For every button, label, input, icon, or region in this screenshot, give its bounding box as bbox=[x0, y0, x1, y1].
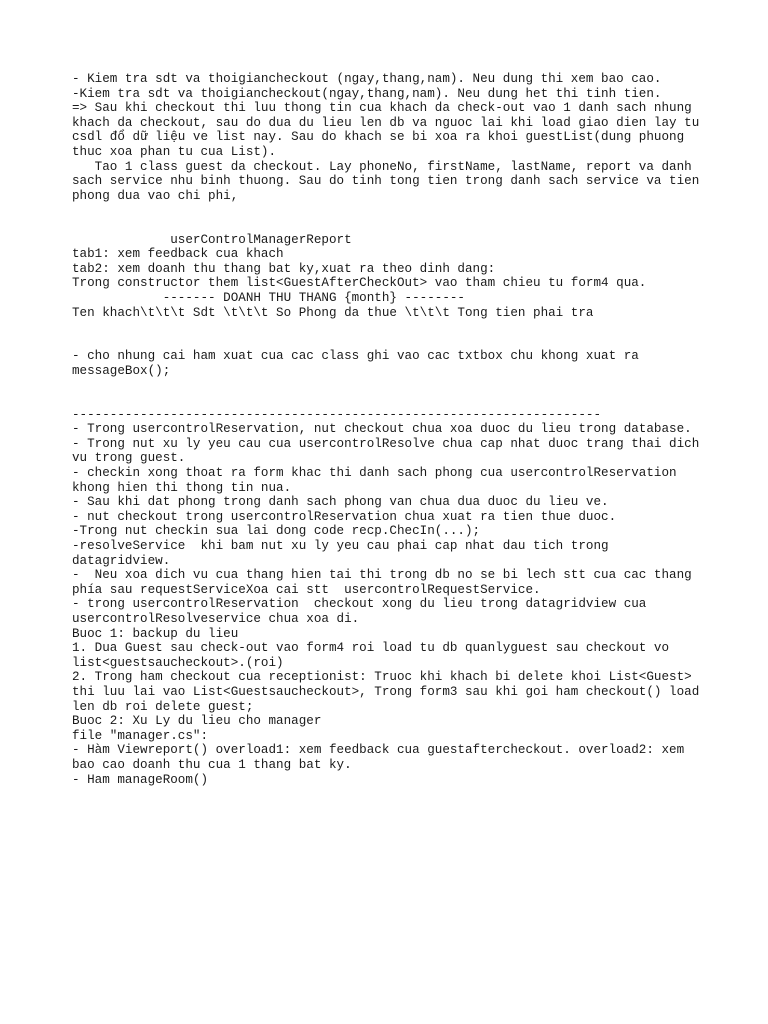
blank-line bbox=[72, 378, 712, 393]
blank-line bbox=[72, 320, 712, 335]
text-line: list<guestsaucheckout>.(roi) bbox=[72, 655, 284, 670]
text-line: len db roi delete guest; bbox=[72, 699, 254, 714]
text-line: datagridview. bbox=[72, 553, 171, 568]
text-line: messageBox(); bbox=[72, 363, 171, 378]
text-line: ------- DOANH THU THANG {month} -------- bbox=[72, 290, 465, 305]
text-line: - cho nhung cai ham xuat cua cac class ghi vao cac txtbox chu khong xuat ra bbox=[72, 349, 639, 364]
text-line: - nut checkout trong usercontrolReservation chua xuat ra tien thue duoc. bbox=[72, 509, 617, 524]
text-line: Buoc 1: backup du lieu bbox=[72, 626, 239, 641]
text-line: sach service nhu binh thuong. Sau do tinh tong tien trong danh sach service va tien bbox=[72, 174, 700, 189]
text-line: userControlManagerReport bbox=[72, 232, 352, 247]
blank-line bbox=[72, 335, 712, 350]
text-line: -resolveService khi bam nut xu ly yeu cau phai cap nhat dau tich trong bbox=[72, 539, 609, 553]
text-line: - trong usercontrolReservation checkout xong du lieu trong datagridview cua bbox=[72, 597, 647, 612]
text-line: - Ham manageRoom() bbox=[72, 772, 209, 787]
text-line: 2. Trong ham checkout cua receptionist: Truoc khi khach bi delete khoi List<Guest> bbox=[72, 670, 692, 685]
text-line: phong dua vao chi phi, bbox=[72, 188, 239, 203]
text-line: tab2: xem doanh thu thang bat ky,xuat ra theo dinh dang: bbox=[72, 261, 496, 276]
document-page bbox=[72, 72, 712, 787]
blank-line bbox=[72, 203, 712, 218]
text-line: 1. Dua Guest sau check-out vao form4 roi load tu db quanlyguest sau checkout vo bbox=[72, 641, 670, 656]
text-line: -Kiem tra sdt va thoigiancheckout(ngay,thang,nam). Neu dung het thi tinh tien. bbox=[72, 86, 662, 101]
text-line: vu trong guest. bbox=[72, 451, 186, 466]
text-line: - Trong nut xu ly yeu cau cua usercontrolResolve chua cap nhat duoc trang thai dich bbox=[72, 436, 700, 451]
text-line: Trong constructor them list<GuestAfterCheckOut> vao tham chieu tu form4 qua. bbox=[72, 276, 647, 291]
text-line: Buoc 2: Xu Ly du lieu cho manager bbox=[72, 714, 322, 729]
text-line: - Hàm Viewreport() overload1: xem feedback cua guestaftercheckout. overload2: xem bbox=[72, 743, 685, 758]
blank-line bbox=[72, 393, 712, 408]
text-line: => Sau khi checkout thi luu thong tin cua khach da check-out vao 1 danh sach nhung bbox=[72, 101, 692, 116]
blank-line bbox=[72, 218, 712, 233]
text-line: phía sau requestServiceXoa cai stt usercontrolRequestService. bbox=[72, 582, 541, 597]
text-line: bao cao doanh thu cua 1 thang bat ky. bbox=[72, 757, 352, 772]
text-line: file "manager.cs": bbox=[72, 728, 209, 743]
text-line: - Trong usercontrolReservation, nut checkout chua xoa duoc du lieu trong database. bbox=[72, 422, 692, 437]
text-line: thuc xoa phan tu cua List). bbox=[72, 144, 277, 159]
text-line: - Neu xoa dich vu cua thang hien tai thi trong db no se bi lech stt cua cac thang bbox=[72, 568, 692, 583]
text-line: - checkin xong thoat ra form khac thi danh sach phong cua usercontrolReservation bbox=[72, 466, 677, 481]
text-line: Ten khach\t\t\t Sdt \t\t\t So Phong da thue \t\t\t Tong tien phai tra bbox=[72, 305, 594, 320]
text-line: tab1: xem feedback cua khach bbox=[72, 247, 284, 262]
text-line: usercontrolResolveservice chua xoa di. bbox=[72, 611, 360, 626]
text-line: csdl đổ dữ liệu ve list nay. Sau do khach se bi xoa ra khoi guestList(dung phuong bbox=[72, 130, 685, 145]
text-line: khong hien thi thong tin nua. bbox=[72, 480, 292, 495]
text-line: Tao 1 class guest da checkout. Lay phoneNo, firstName, lastName, report va danh bbox=[72, 159, 692, 174]
text-line: ---------------------------------------------------------------------- bbox=[72, 407, 602, 422]
text-line: -Trong nut checkin sua lai dong code recp.ChecIn(...); bbox=[72, 524, 481, 539]
text-line: khach da checkout, sau do dua du lieu len db va nguoc lai khi load giao dien lay tu bbox=[72, 115, 700, 130]
text-line: thi luu lai vao List<Guestsaucheckout>, Trong form3 sau khi goi ham checkout() load bbox=[72, 684, 700, 699]
text-line: - Sau khi dat phong trong danh sach phong van chua dua duoc du lieu ve. bbox=[72, 495, 609, 510]
text-line: - Kiem tra sdt va thoigiancheckout (ngay,thang,nam). Neu dung thi xem bao cao. bbox=[72, 72, 662, 86]
